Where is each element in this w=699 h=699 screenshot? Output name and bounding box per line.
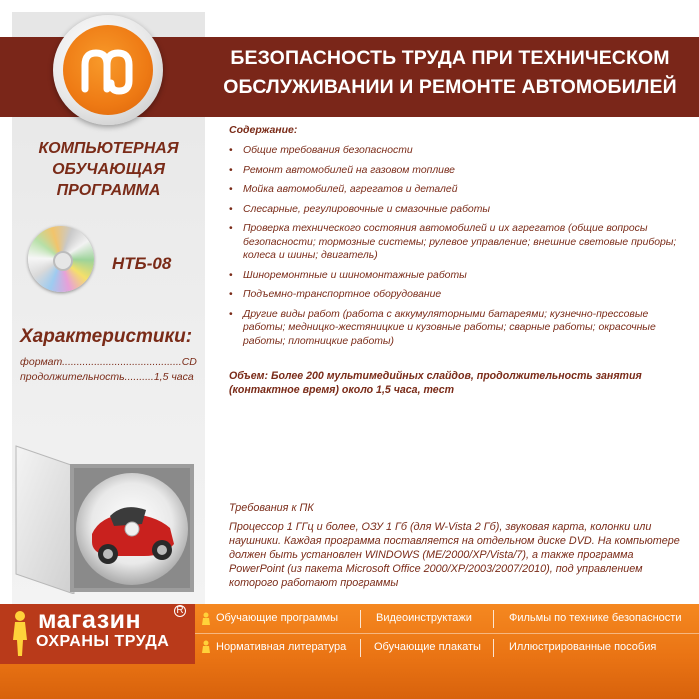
link-regulatory-literature[interactable]: Нормативная литература — [216, 641, 347, 653]
format-line: формат.........................................CD — [20, 356, 197, 368]
list-item: • Шиноремонтные и шиномонтажные работы — [229, 269, 681, 283]
list-item: • Общие требования безопасности — [229, 144, 681, 158]
link-video-instructions[interactable]: Видеоинструктажи — [376, 612, 472, 624]
registered-mark: R — [174, 605, 186, 617]
product-code: НТБ-08 — [112, 254, 172, 273]
program-line-3: ПРОГРАММА — [56, 182, 161, 199]
shop-name[interactable]: магазин — [38, 606, 142, 634]
page-title — [210, 44, 690, 102]
footer-separator — [493, 639, 494, 657]
title-line-1: БЕЗОПАСНОСТЬ ТРУДА ПРИ ТЕХНИЧЕСКОМ — [230, 47, 670, 69]
characteristics-title: Характеристики: — [20, 326, 193, 347]
title-line-2: ОБСЛУЖИВАНИИ И РЕМОНТЕ АВТОМОБИЛЕЙ — [223, 76, 677, 98]
contents-list — [229, 144, 681, 348]
footer-divider — [195, 633, 699, 634]
worker-mini-icon — [199, 612, 213, 626]
contents-heading: Содержание: — [229, 124, 298, 136]
shop-subtitle: ОХРАНЫ ТРУДА — [36, 633, 170, 650]
link-training-posters[interactable]: Обучающие плакаты — [374, 641, 481, 653]
program-line-1: КОМПЬЮТЕРНАЯ — [38, 140, 179, 157]
logo-icon — [63, 25, 153, 115]
worker-icon — [8, 610, 32, 658]
link-safety-films[interactable]: Фильмы по технике безопасности — [509, 612, 682, 624]
duration-line: продолжительность..........1,5 часа — [20, 371, 194, 383]
cd-icon — [28, 226, 94, 292]
list-item: • Мойка автомобилей, агрегатов и деталей — [229, 183, 681, 197]
requirements-title: Требования к ПК — [229, 502, 314, 514]
program-type-title — [12, 138, 205, 201]
list-item: • Слесарные, регулировочные и смазочные работы — [229, 203, 681, 217]
footer-separator — [360, 610, 361, 628]
list-item: • Ремонт автомобилей на газовом топливе — [229, 164, 681, 178]
link-training-programs[interactable]: Обучающие программы — [216, 612, 339, 624]
requirements-text: Процессор 1 ГГц и более, ОЗУ 1 Гб (для W-Vista 2 Гб), звуковая карта, колонки или наушники. Каждая программа поставляется на отдельном диске DVD. На компьютере должен быть установлен WINDOWS (ME/2000/XP/Vista/7), а также программа PowerPoint (из пакета Microsoft Office 2000/XP/2003/2007/2010), под управлением которого работают программы — [229, 521, 680, 589]
list-item: • Проверка технического состояния автомобилей и их агрегатов (общие вопросы безопасности; тормозные системы; рулевое управление; внешние световые приборы; колеса и шины; двигатель) — [229, 222, 681, 263]
program-line-2: ОБУЧАЮЩАЯ — [52, 161, 165, 178]
contents-section — [229, 124, 681, 354]
worker-mini-icon — [199, 640, 213, 654]
list-item: • Другие виды работ (работа с аккумуляторными батареями; кузнечно-прессовые работы; медницко-жестяницкие и кузовные работы; сварные работы; окрасочные работы; плотницкие работы) — [229, 308, 681, 349]
cd-case-illustration — [14, 444, 198, 594]
footer-separator — [360, 639, 361, 657]
volume-text: Объем: Более 200 мультимедийных слайдов, продолжительность занятия (контактное время) около 1,5 часа, тест — [229, 370, 642, 396]
footer-separator — [493, 610, 494, 628]
link-illustrated-manuals[interactable]: Иллюстрированные пособия — [509, 641, 657, 653]
list-item: • Подъемно-транспортное оборудование — [229, 288, 681, 302]
